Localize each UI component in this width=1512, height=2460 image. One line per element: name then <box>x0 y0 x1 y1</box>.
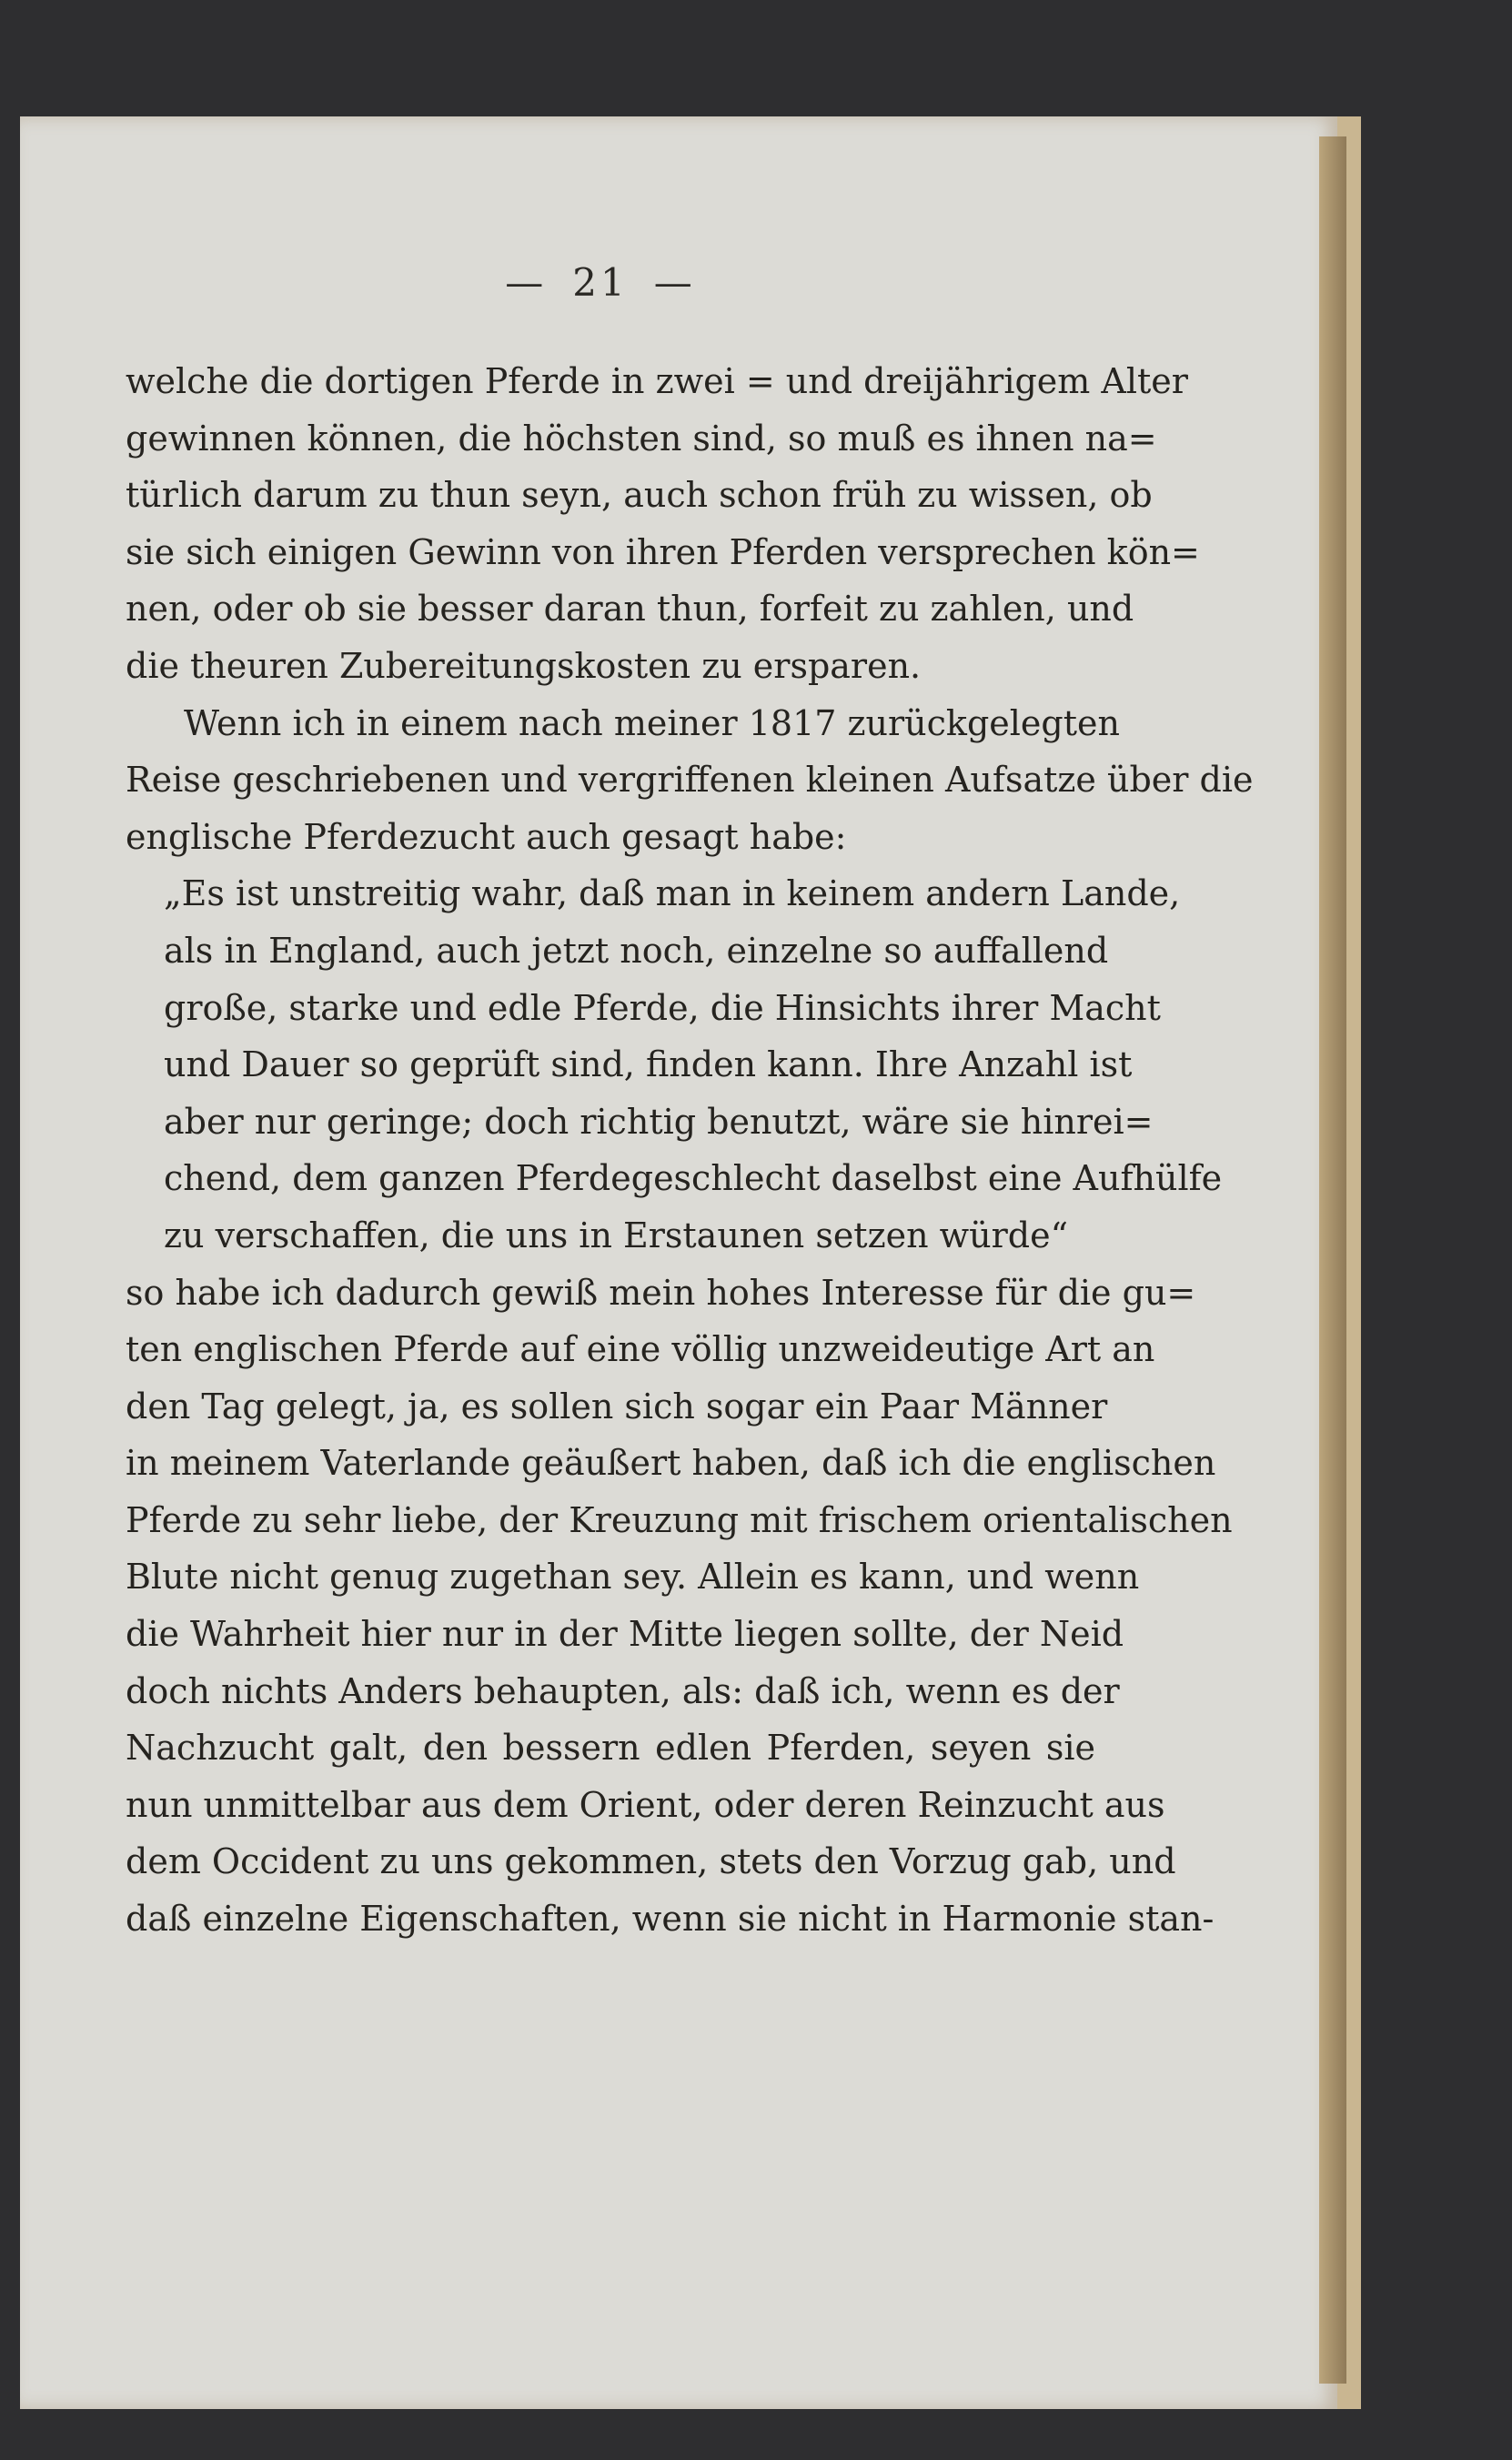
text-line: welche die dortigen Pferde in zwei = und dreijährigem Alter <box>126 361 1188 401</box>
text-line: gewinnen können, die höchsten sind, so muß es ihnen na= <box>126 418 1157 459</box>
text-line: zu verschaffen, die uns in Erstaunen setzen würde“ <box>164 1215 1069 1255</box>
text-line: ten englischen Pferde auf eine völlig unzweideutige Art an <box>126 1329 1155 1370</box>
text-line: Wenn ich in einem nach meiner 1817 zurückgelegten <box>184 702 1120 743</box>
text-line: Blute nicht genug zugethan sey. Allein es kann, und wenn <box>126 1557 1140 1598</box>
header-dash-right: — <box>653 260 696 305</box>
text-line: große, starke und edle Pferde, die Hinsichts ihrer Macht <box>164 987 1161 1028</box>
page-number-header <box>0 260 1201 305</box>
text-line: so habe ich dadurch gewiß mein hohes Interesse für die gu= <box>126 1272 1196 1313</box>
paragraph <box>126 695 1254 866</box>
text-line: nun unmittelbar aus dem Orient, oder deren Reinzucht aus <box>126 1784 1165 1825</box>
text-line: den Tag gelegt, ja, es sollen sich sogar ein Paar Männer <box>126 1386 1108 1427</box>
text-line: daß einzelne Eigenschaften, wenn sie nicht in Harmonie stan- <box>126 1899 1215 1940</box>
text-line: Pferde zu sehr liebe, der Kreuzung mit frischem orientalischen <box>126 1499 1233 1540</box>
text-line: doch nichts Anders behaupten, als: daß ich, wenn es der <box>126 1670 1120 1711</box>
body-text <box>126 353 1254 1948</box>
text-line: nen, oder ob sie besser daran thun, forfeit zu zahlen, und <box>126 589 1134 630</box>
text-line: türlich darum zu thun seyn, auch schon früh zu wissen, ob <box>126 475 1153 516</box>
text-line: sie sich einigen Gewinn von ihren Pferden versprechen kön= <box>126 531 1200 572</box>
text-line: in meinem Vaterlande geäußert haben, daß ich die englischen <box>126 1443 1216 1484</box>
text-line: die theuren Zubereitungskosten zu ersparen. <box>126 645 922 686</box>
paragraph <box>126 1265 1233 1948</box>
text-line: „Es ist unstreitig wahr, daß man in keinem andern Lande, <box>164 873 1181 914</box>
text-line: Nachzucht galt, den bessern edlen Pferden, seyen sie <box>126 1728 1095 1769</box>
text-line: aber nur geringe; doch richtig benutzt, wäre sie hinrei= <box>164 1101 1154 1142</box>
text-line: die Wahrheit hier nur in der Mitte liegen sollte, der Neid <box>126 1614 1124 1655</box>
text-line: und Dauer so geprüft sind, finden kann. Ihre Anzahl ist <box>164 1044 1133 1085</box>
text-line: dem Occident zu uns gekommen, stets den Vorzug gab, und <box>126 1841 1176 1882</box>
block-quote <box>126 865 1223 1264</box>
text-line: chend, dem ganzen Pferdegeschlecht daselbst eine Aufhülfe <box>164 1158 1223 1199</box>
page-edge-shadow <box>1319 136 1346 2384</box>
text-line: Reise geschriebenen und vergriffenen kleinen Aufsatze über die <box>126 760 1254 801</box>
text-line: als in England, auch jetzt noch, einzelne so auffallend <box>164 930 1109 971</box>
header-dash-left: — <box>505 260 548 305</box>
text-line: englische Pferdezucht auch gesagt habe: <box>126 816 847 857</box>
page-number: 21 <box>572 260 629 305</box>
paragraph <box>126 353 1200 695</box>
